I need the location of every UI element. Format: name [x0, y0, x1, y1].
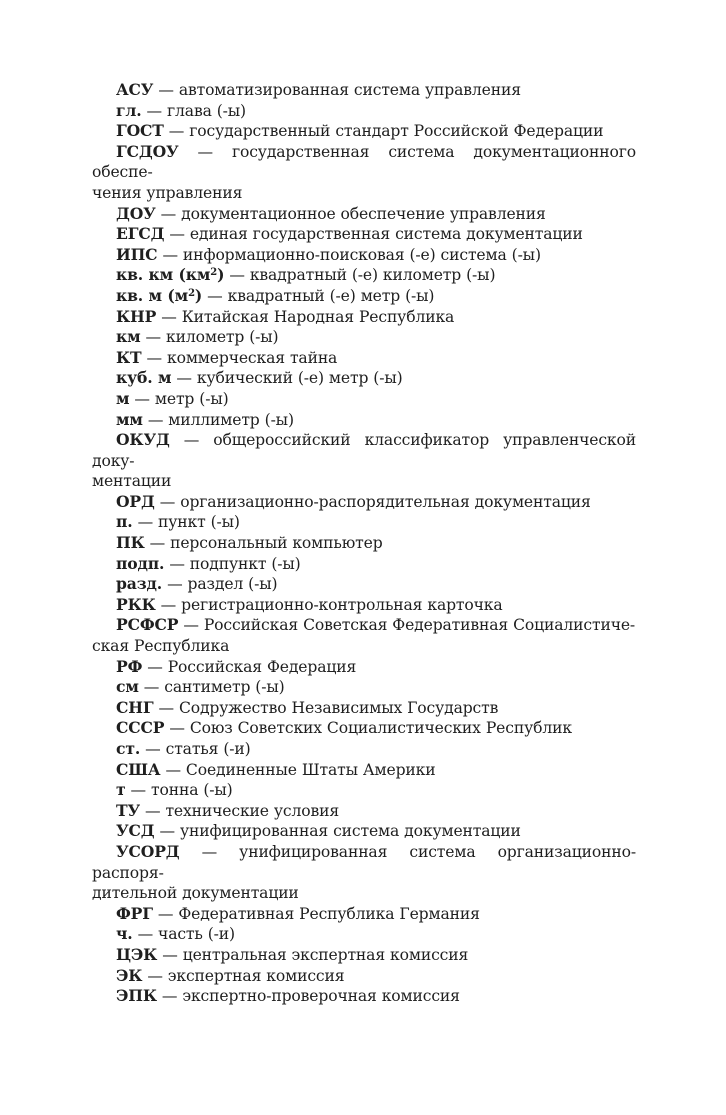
abbreviation-entry — [92, 780, 636, 801]
em-dash-separator: — — [167, 575, 183, 594]
em-dash-separator: — — [158, 698, 174, 717]
abbreviation-term — [116, 780, 126, 799]
abbreviation-term-text: кв. км (км — [116, 265, 211, 285]
abbreviation-term-text: куб. м — [116, 368, 172, 388]
em-dash-separator: — — [161, 987, 178, 1006]
entry-first-line — [92, 224, 636, 245]
abbreviation-definition: информационно-поисковая (-е) система (-ы) — [182, 245, 541, 264]
abbreviation-term-text: РСФСР — [116, 615, 179, 635]
abbreviation-definition: Российская Советская Федеративная Социалистиче- — [203, 616, 636, 635]
abbreviation-term-text: ГСДОУ — [116, 141, 179, 161]
abbreviation-definition: Соединенные Штаты Америки — [185, 760, 436, 779]
abbreviation-term — [116, 389, 129, 408]
abbreviation-entry — [92, 368, 636, 389]
abbreviation-definition: кубический (-е) метр (-ы) — [196, 369, 403, 388]
entry-first-line — [92, 389, 636, 410]
entry-first-line — [92, 554, 636, 575]
abbreviation-definition: сантиметр (-ы) — [164, 678, 285, 697]
em-dash-separator: — — [162, 945, 178, 964]
em-dash-separator: — — [147, 410, 164, 429]
abbreviation-term-text: т — [116, 780, 126, 800]
abbreviation-term — [116, 245, 157, 264]
abbreviation-term — [116, 101, 142, 120]
abbreviation-definition: единая государственная система документации — [189, 225, 583, 244]
abbreviation-entry — [92, 430, 636, 492]
entry-first-line — [92, 574, 636, 595]
entry-first-line — [92, 739, 636, 760]
em-dash-separator: — — [169, 719, 185, 738]
abbreviation-entry — [92, 739, 636, 760]
abbreviation-entry — [92, 142, 636, 204]
abbreviation-definition-continuation: чения управления — [92, 183, 243, 202]
entry-first-line — [92, 204, 636, 225]
em-dash-separator: — — [169, 554, 185, 573]
abbreviation-definition: Содружество Независимых Государств — [178, 698, 499, 717]
entry-first-line — [92, 410, 636, 431]
abbreviation-term — [116, 739, 140, 758]
abbreviation-term — [116, 924, 133, 943]
abbreviation-term — [116, 718, 164, 737]
abbreviation-definition: экспертная комиссия — [167, 966, 345, 985]
abbreviation-term-text: ОРД — [116, 491, 155, 511]
entry-first-line — [92, 286, 636, 307]
em-dash-separator: — — [183, 431, 200, 450]
abbreviation-term-text: ФРГ — [116, 903, 153, 923]
em-dash-separator: — — [137, 925, 154, 944]
abbreviation-entry — [92, 80, 636, 101]
abbreviation-term — [116, 574, 162, 593]
entry-first-line — [92, 142, 636, 183]
abbreviation-definition: миллиметр (-ы) — [168, 410, 294, 429]
abbreviation-term — [116, 657, 142, 676]
abbreviation-term — [116, 204, 156, 223]
abbreviation-definition: коммерческая тайна — [166, 348, 338, 367]
abbreviation-term — [116, 430, 170, 449]
abbreviation-term — [116, 966, 142, 985]
abbreviation-definition: регистрационно-контрольная карточка — [181, 595, 503, 614]
abbreviation-term-text: ЕГСД — [116, 224, 165, 244]
em-dash-separator: — — [146, 348, 162, 367]
abbreviation-term — [116, 615, 178, 634]
em-dash-separator: — — [146, 101, 162, 120]
abbreviation-term — [116, 945, 157, 964]
abbreviation-definition: организационно-распорядительная документация — [180, 492, 591, 511]
entry-first-line — [92, 986, 636, 1007]
abbreviation-entry — [92, 986, 636, 1007]
abbreviation-entry — [92, 224, 636, 245]
abbreviation-term-text: кв. м (м — [116, 285, 189, 305]
abbreviation-term — [116, 554, 164, 573]
abbreviation-entry — [92, 842, 636, 904]
em-dash-separator: — — [165, 760, 181, 779]
em-dash-separator: — — [168, 122, 185, 141]
abbreviation-term-text: ТУ — [116, 800, 140, 820]
abbreviation-entry — [92, 760, 636, 781]
abbreviation-term-text: ч. — [116, 924, 133, 944]
abbreviation-term-text: РКК — [116, 594, 156, 614]
abbreviation-term — [116, 986, 157, 1005]
abbreviation-definition: общероссийский классификатор управленческой доку- — [92, 431, 636, 470]
abbreviation-definition-continuation: дительной документации — [92, 884, 299, 903]
abbreviation-entry — [92, 966, 636, 987]
abbreviation-term — [116, 512, 133, 531]
abbreviation-entry — [92, 595, 636, 616]
abbreviation-definition: глава (-ы) — [167, 101, 246, 120]
entry-first-line — [92, 657, 636, 678]
abbreviation-term — [116, 142, 179, 161]
superscript: 2 — [188, 287, 195, 299]
em-dash-separator: — — [169, 225, 185, 244]
abbreviation-term-text: мм — [116, 409, 143, 429]
abbreviation-term-text: ИПС — [116, 244, 158, 264]
entry-first-line — [92, 760, 636, 781]
abbreviation-entry — [92, 245, 636, 266]
abbreviation-definition: часть (-и) — [158, 925, 235, 944]
abbreviation-term-text: КТ — [116, 347, 142, 367]
abbreviation-term — [116, 595, 156, 614]
abbreviation-term-text: км — [116, 327, 141, 347]
abbreviation-definition: тонна (-ы) — [151, 781, 233, 800]
abbreviation-term-text: м — [116, 388, 130, 408]
abbreviation-term-text: подп. — [116, 553, 165, 573]
abbreviation-entry — [92, 204, 636, 225]
abbreviation-term — [116, 904, 153, 923]
entry-first-line — [92, 512, 636, 533]
abbreviation-definition: унифицированная система документации — [179, 822, 521, 841]
entry-first-line — [92, 677, 636, 698]
em-dash-separator: — — [157, 904, 174, 923]
entry-first-line — [92, 904, 636, 925]
em-dash-separator: — — [137, 513, 154, 532]
em-dash-separator: — — [160, 595, 177, 614]
abbreviation-definition: раздел (-ы) — [187, 575, 278, 594]
abbreviation-entry — [92, 327, 636, 348]
abbreviation-entry — [92, 512, 636, 533]
entry-first-line — [92, 924, 636, 945]
abbreviation-definition: Китайская Народная Республика — [181, 307, 455, 326]
abbreviation-term — [116, 307, 156, 326]
abbreviation-definition: экспертно-проверочная комиссия — [182, 987, 460, 1006]
abbreviation-definition: центральная экспертная комиссия — [182, 945, 469, 964]
em-dash-separator: — — [176, 369, 192, 388]
abbreviation-term-text: п. — [116, 512, 133, 532]
abbreviation-entry — [92, 265, 636, 286]
abbreviation-entry — [92, 821, 636, 842]
em-dash-separator: — — [162, 245, 178, 264]
abbreviation-term-text: КНР — [116, 306, 157, 326]
em-dash-separator: — — [229, 266, 245, 285]
entry-first-line — [92, 80, 636, 101]
entry-first-line — [92, 368, 636, 389]
entry-first-line — [92, 842, 636, 883]
abbreviation-entry — [92, 615, 636, 656]
abbreviation-definition: метр (-ы) — [154, 389, 229, 408]
abbreviation-term-text: ОКУД — [116, 430, 170, 450]
em-dash-separator: — — [183, 616, 199, 635]
em-dash-separator: — — [130, 781, 146, 800]
abbreviation-term — [116, 80, 153, 99]
abbreviation-term-text: гл. — [116, 100, 142, 120]
abbreviation-entry — [92, 533, 636, 554]
em-dash-separator: — — [197, 142, 213, 161]
abbreviation-entry — [92, 718, 636, 739]
abbreviation-term — [116, 410, 143, 429]
em-dash-separator: — — [144, 801, 161, 820]
abbreviation-term — [116, 698, 153, 717]
abbreviation-term-text: ЭК — [116, 965, 143, 985]
entry-first-line — [92, 265, 636, 286]
abbreviation-definition: километр (-ы) — [166, 328, 279, 347]
abbreviation-term — [116, 121, 164, 140]
abbreviation-term — [116, 677, 139, 696]
em-dash-separator: — — [149, 534, 166, 553]
abbreviation-definition: Федеративная Республика Германия — [178, 904, 480, 923]
abbreviation-definition: Российская Федерация — [167, 657, 357, 676]
abbreviation-definition: государственная система документационного обеспе- — [92, 142, 636, 182]
abbreviation-entry — [92, 657, 636, 678]
entry-first-line — [92, 595, 636, 616]
abbreviation-term — [116, 265, 224, 284]
abbreviation-definition: автоматизированная система управления — [178, 81, 521, 99]
em-dash-separator: — — [201, 842, 218, 861]
entry-first-line — [92, 348, 636, 369]
abbreviation-term-text: ст. — [116, 739, 141, 758]
abbreviation-term — [116, 821, 154, 840]
entry-first-line — [92, 698, 636, 719]
entry-first-line — [92, 801, 636, 822]
abbreviation-entry — [92, 698, 636, 719]
entry-first-line — [92, 533, 636, 554]
entry-first-line — [92, 492, 636, 513]
abbreviation-entry — [92, 389, 636, 410]
abbreviation-entry — [92, 307, 636, 328]
abbreviation-term-text: США — [116, 759, 161, 779]
abbreviation-term-text: АСУ — [116, 80, 154, 99]
abbreviation-term-text: см — [116, 677, 139, 697]
superscript: 2 — [210, 267, 218, 279]
abbreviation-term-text: ЦЭК — [116, 944, 158, 964]
entry-first-line — [92, 430, 636, 471]
entry-first-line — [92, 718, 636, 739]
abbreviation-term-text: ГОСТ — [116, 121, 164, 141]
abbreviation-term-end: ) — [217, 265, 225, 285]
entry-first-line — [92, 245, 636, 266]
em-dash-separator: — — [145, 740, 161, 758]
em-dash-separator: — — [161, 307, 177, 326]
em-dash-separator: — — [160, 204, 177, 223]
abbreviation-term — [116, 760, 160, 779]
abbreviation-entry — [92, 101, 636, 122]
abbreviation-definition: Союз Советских Социалистических Республик — [189, 719, 572, 738]
abbreviation-term — [116, 368, 171, 387]
em-dash-separator: — — [159, 492, 176, 511]
abbreviation-definition-continuation: ская Республика — [92, 637, 230, 656]
abbreviation-term-text: ЭПК — [116, 986, 157, 1006]
em-dash-separator: — — [159, 822, 175, 841]
entry-first-line — [92, 821, 636, 842]
abbreviation-term — [116, 348, 142, 367]
abbreviation-term — [116, 224, 164, 243]
entry-first-line — [92, 307, 636, 328]
abbreviations-list — [92, 80, 636, 1007]
abbreviation-term — [116, 286, 202, 305]
abbreviation-term-text: ДОУ — [116, 203, 156, 223]
abbreviation-definition: государственный стандарт Российской Федерации — [189, 122, 604, 141]
em-dash-separator: — — [147, 966, 163, 985]
abbreviation-term-text: УСОРД — [116, 841, 180, 861]
abbreviation-definition: унифицированная система организационно-распоря- — [92, 842, 636, 882]
abbreviation-definition: персональный компьютер — [170, 534, 383, 553]
abbreviation-definition: подпункт (-ы) — [189, 554, 301, 573]
em-dash-separator: — — [147, 657, 163, 676]
entry-first-line — [92, 615, 636, 636]
abbreviation-term — [116, 492, 155, 511]
abbreviation-term-text: РФ — [116, 656, 143, 676]
abbreviation-entry — [92, 924, 636, 945]
entry-first-line — [92, 101, 636, 122]
abbreviation-term-text: УСД — [116, 821, 155, 841]
abbreviation-entry — [92, 677, 636, 698]
abbreviation-entry — [92, 121, 636, 142]
entry-first-line — [92, 121, 636, 142]
abbreviation-entry — [92, 904, 636, 925]
em-dash-separator: — — [143, 678, 160, 697]
abbreviation-entry — [92, 286, 636, 307]
abbreviation-term-end: ) — [194, 285, 203, 305]
abbreviation-definition: документационное обеспечение управления — [181, 204, 546, 223]
abbreviation-definition: пункт (-ы) — [158, 513, 240, 532]
abbreviation-entry — [92, 348, 636, 369]
abbreviation-term-text: СНГ — [116, 697, 154, 717]
abbreviation-entry — [92, 554, 636, 575]
abbreviation-term-text: ПК — [116, 533, 145, 553]
em-dash-separator: — — [207, 286, 223, 305]
em-dash-separator: — — [158, 81, 174, 99]
abbreviation-term — [116, 801, 140, 820]
abbreviation-entry — [92, 801, 636, 822]
abbreviation-entry — [92, 574, 636, 595]
abbreviation-term-text: СССР — [116, 718, 165, 738]
abbreviation-term-text: разд. — [116, 574, 163, 594]
abbreviation-entry — [92, 945, 636, 966]
abbreviation-term — [116, 533, 145, 552]
entry-first-line — [92, 780, 636, 801]
em-dash-separator: — — [134, 389, 150, 408]
abbreviation-entry — [92, 492, 636, 513]
entry-first-line — [92, 945, 636, 966]
abbreviation-entry — [92, 410, 636, 431]
abbreviation-definition: квадратный (-е) километр (-ы) — [249, 266, 496, 285]
em-dash-separator: — — [145, 328, 161, 347]
abbreviation-definition-continuation: ментации — [92, 472, 172, 491]
abbreviation-definition: квадратный (-е) метр (-ы) — [227, 286, 435, 305]
abbreviation-definition: технические условия — [165, 801, 340, 820]
entry-first-line — [92, 966, 636, 987]
abbreviation-term — [116, 842, 180, 861]
abbreviation-definition: статья (-и) — [165, 740, 251, 758]
abbreviation-term — [116, 327, 141, 346]
entry-first-line — [92, 327, 636, 348]
